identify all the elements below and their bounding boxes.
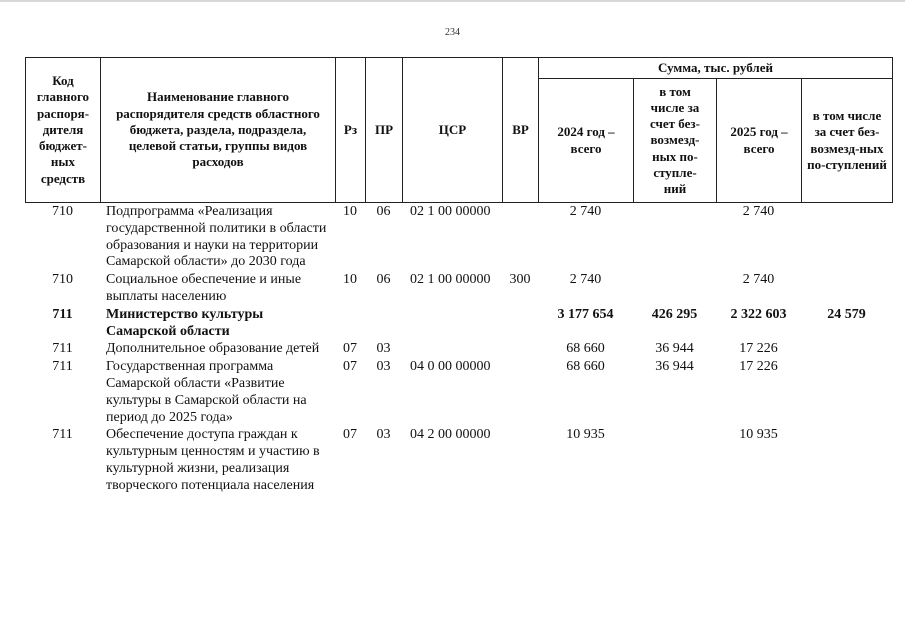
- row-rz: 10: [343, 204, 357, 219]
- row-csr: 04 2 00 00000: [410, 427, 491, 443]
- row-2025-gratuitous: [801, 359, 892, 427]
- row-code: 710: [52, 204, 73, 219]
- row-code: 711: [52, 306, 73, 322]
- row-2024-gratuitous: [633, 204, 716, 272]
- row-name: Социальное обеспечение и иные выплаты населению: [106, 272, 302, 304]
- header-sum-group: Сумма, тыс. рублей: [539, 58, 893, 79]
- row-2025-total: 2 740: [742, 272, 775, 288]
- header-rz: Рз: [336, 58, 366, 203]
- row-2024-total: 2 740: [569, 204, 602, 219]
- row-2025-total: 17 226: [739, 341, 778, 357]
- row-vr: [502, 307, 538, 342]
- row-2024-total: 3 177 654: [557, 306, 614, 322]
- row-2024-total: 2 740: [569, 272, 602, 288]
- budget-table-header: [25, 57, 893, 203]
- row-rz: 07: [343, 427, 357, 443]
- table-row: [25, 359, 892, 427]
- header-2024-gratuitous: в том числе за счет без-возмезд-ных по-ступле-ний: [634, 79, 717, 203]
- table-row: [25, 272, 892, 307]
- row-vr: [502, 204, 538, 272]
- row-name: Министерство культуры Самарской области: [106, 306, 264, 339]
- row-csr: 02 1 00 00000: [410, 204, 491, 219]
- row-code: 711: [52, 427, 73, 443]
- row-rz: 07: [343, 341, 357, 357]
- row-csr: [402, 341, 502, 359]
- row-rz: 07: [343, 359, 357, 375]
- row-pr: 03: [376, 359, 391, 375]
- row-pr: 03: [376, 341, 391, 357]
- top-edge-line: [0, 0, 905, 2]
- row-name: Государственная программа Самарской области «Развитие культуры в Самарской области на период до 2025 года»: [106, 359, 307, 425]
- row-name: Обеспечение доступа граждан к культурным ценностям и участию в культурной жизни, реализация творческого потенциала населения: [106, 427, 320, 493]
- row-pr: 06: [376, 272, 391, 288]
- row-vr: [502, 359, 538, 427]
- row-2025-gratuitous: [801, 427, 892, 495]
- row-2025-gratuitous: [801, 204, 892, 272]
- row-2025-total: 2 322 603: [730, 306, 787, 322]
- row-2025-total: 2 740: [742, 204, 775, 219]
- row-2024-total: 68 660: [566, 341, 605, 357]
- table-row: [25, 427, 892, 495]
- header-code: Код главного распоря-дителя бюджет-ных средств: [26, 58, 101, 203]
- row-vr: 300: [509, 272, 531, 288]
- row-name: Дополнительное образование детей: [106, 341, 320, 357]
- header-vr: ВР: [503, 58, 539, 203]
- row-code: 711: [52, 341, 73, 357]
- table-row: [25, 204, 892, 272]
- row-pr: [365, 307, 402, 342]
- row-csr: [402, 307, 502, 342]
- header-csr: ЦСР: [403, 58, 503, 203]
- row-csr: 02 1 00 00000: [410, 272, 491, 288]
- row-2024-gratuitous: 36 944: [655, 341, 694, 357]
- row-2024-gratuitous: 36 944: [655, 359, 694, 375]
- row-2025-gratuitous: [801, 272, 892, 307]
- row-csr: 04 0 00 00000: [410, 359, 491, 375]
- row-2025-gratuitous: [801, 341, 892, 359]
- row-code: 710: [52, 272, 73, 288]
- budget-table-body: [25, 204, 892, 496]
- header-2025-total: 2025 год – всего: [717, 79, 802, 203]
- row-name: Подпрограмма «Реализация государственной политики в области образования и науки на территории Самарской области» до 2030 года: [106, 204, 327, 270]
- row-pr: 03: [376, 427, 391, 443]
- row-2024-gratuitous: 426 295: [651, 306, 698, 322]
- row-pr: 06: [376, 204, 391, 219]
- header-2025-gratuitous: в том числе за счет без-возмезд-ных по-ступлений: [802, 79, 893, 203]
- row-2024-total: 68 660: [566, 359, 605, 375]
- header-2024-total: 2024 год – всего: [539, 79, 634, 203]
- row-code: 711: [52, 359, 73, 375]
- header-name: Наименование главного распорядителя средств областного бюджета, раздела, подраздела, целевой статьи, группы видов расходов: [101, 58, 336, 203]
- table-row: [25, 341, 892, 359]
- row-2025-total: 17 226: [739, 359, 778, 375]
- row-vr: [502, 427, 538, 495]
- row-2024-gratuitous: [633, 427, 716, 495]
- header-pr: ПР: [366, 58, 403, 203]
- row-rz: [335, 307, 365, 342]
- row-2024-total: 10 935: [566, 427, 605, 443]
- row-2024-gratuitous: [633, 272, 716, 307]
- table-row: [25, 307, 892, 342]
- row-2025-total: 10 935: [739, 427, 778, 443]
- row-2025-gratuitous: 24 579: [827, 306, 866, 322]
- page-number: 234: [445, 27, 460, 38]
- row-vr: [502, 341, 538, 359]
- row-rz: 10: [343, 272, 357, 288]
